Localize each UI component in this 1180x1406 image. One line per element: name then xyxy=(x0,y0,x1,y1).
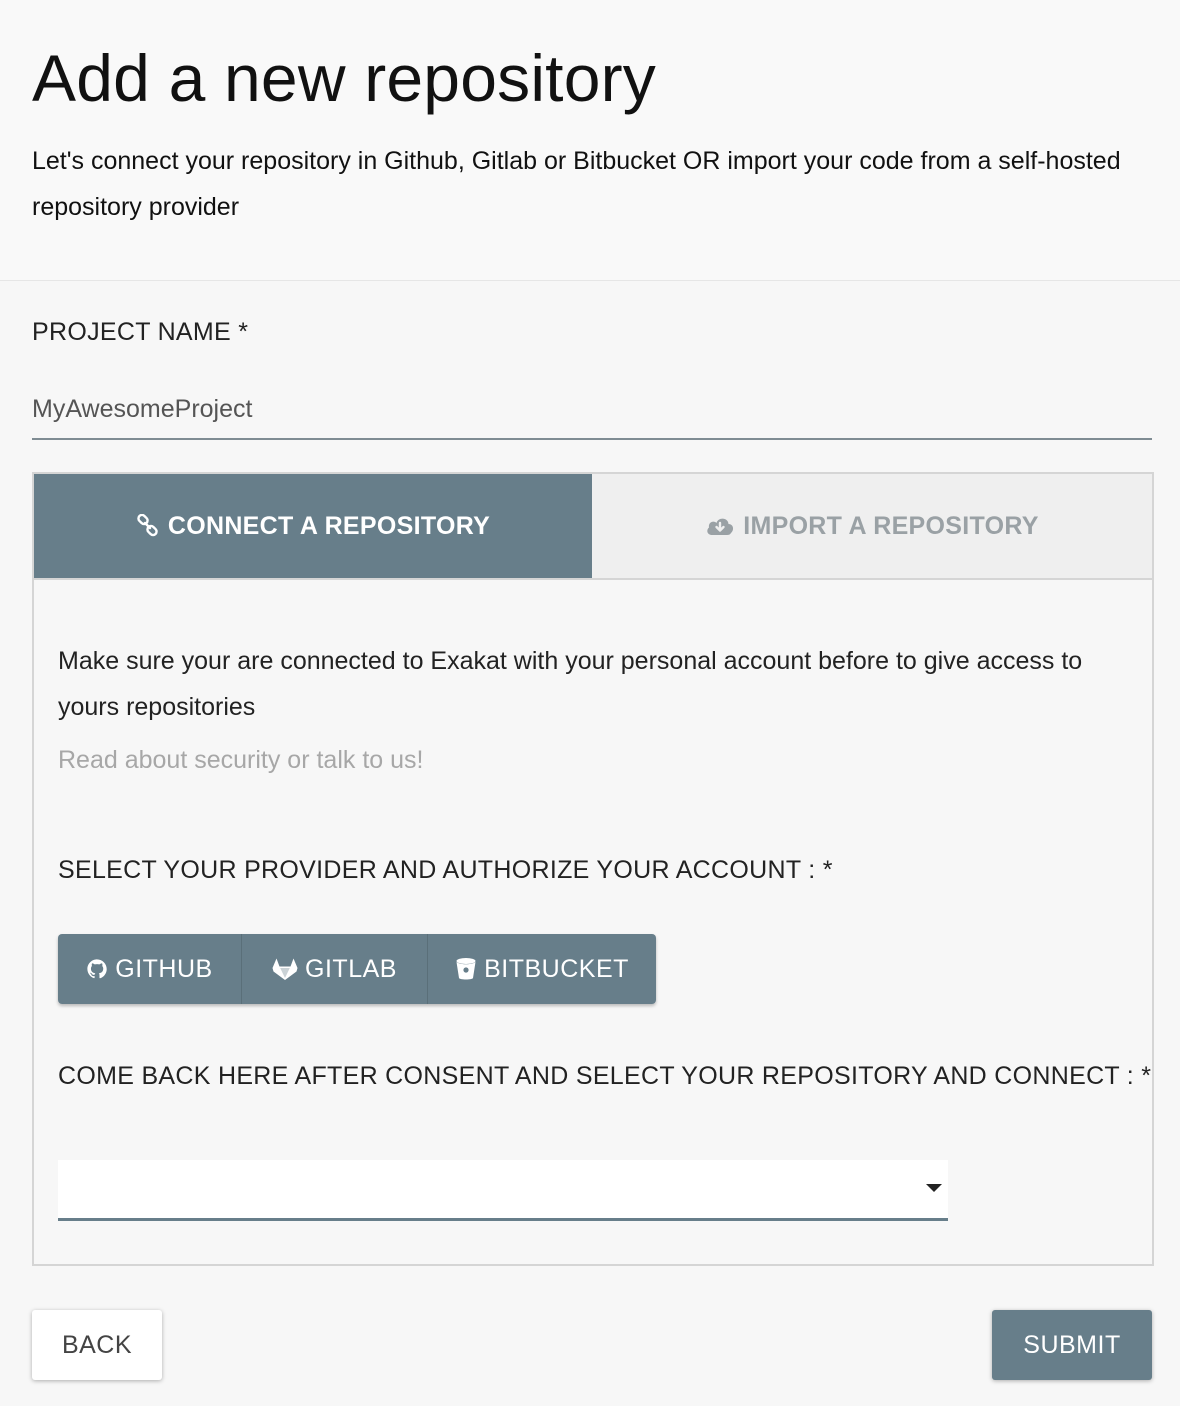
page-subtitle: Let's connect your repository in Github, Gitlab or Bitbucket OR import your code from a self-hosted repository provider xyxy=(32,147,1121,221)
tab-connect-repository[interactable] xyxy=(34,474,592,578)
cloud-download-icon xyxy=(705,515,735,537)
tab-import-label: IMPORT A REPOSITORY xyxy=(743,511,1039,540)
provider-button-group xyxy=(58,934,656,1004)
link-icon xyxy=(136,514,160,538)
submit-button[interactable]: SUBMIT xyxy=(992,1310,1152,1380)
bitbucket-icon xyxy=(455,957,477,981)
repository-panel xyxy=(32,472,1154,1266)
repository-select[interactable] xyxy=(58,1160,948,1221)
back-button[interactable]: BACK xyxy=(32,1310,162,1380)
security-link[interactable]: Read about security or talk to us! xyxy=(58,746,424,774)
caret-down-icon xyxy=(926,1184,942,1192)
tab-import-repository[interactable] xyxy=(592,474,1152,578)
repository-tabs xyxy=(34,474,1152,580)
bitbucket-button[interactable] xyxy=(428,934,656,1004)
provider-label: SELECT YOUR PROVIDER AND AUTHORIZE YOUR ACCOUNT : * xyxy=(58,856,833,884)
gitlab-button[interactable] xyxy=(242,934,428,1004)
github-label: GITHUB xyxy=(115,954,213,983)
bitbucket-label: BITBUCKET xyxy=(484,954,629,983)
page-header xyxy=(0,0,1180,281)
github-icon xyxy=(86,958,108,980)
gitlab-label: GITLAB xyxy=(305,954,397,983)
project-name-label: PROJECT NAME * xyxy=(32,318,249,346)
gitlab-icon xyxy=(272,957,298,981)
page-title: Add a new repository xyxy=(32,41,657,115)
repository-select-label: COME BACK HERE AFTER CONSENT AND SELECT YOUR REPOSITORY AND CONNECT : * xyxy=(58,1062,1152,1090)
github-button[interactable] xyxy=(58,934,242,1004)
tab-connect-label: CONNECT A REPOSITORY xyxy=(167,511,491,540)
project-name-input[interactable] xyxy=(32,380,1152,440)
connect-info-text: Make sure your are connected to Exakat with your personal account before to give access to yours repositories xyxy=(58,647,1083,721)
